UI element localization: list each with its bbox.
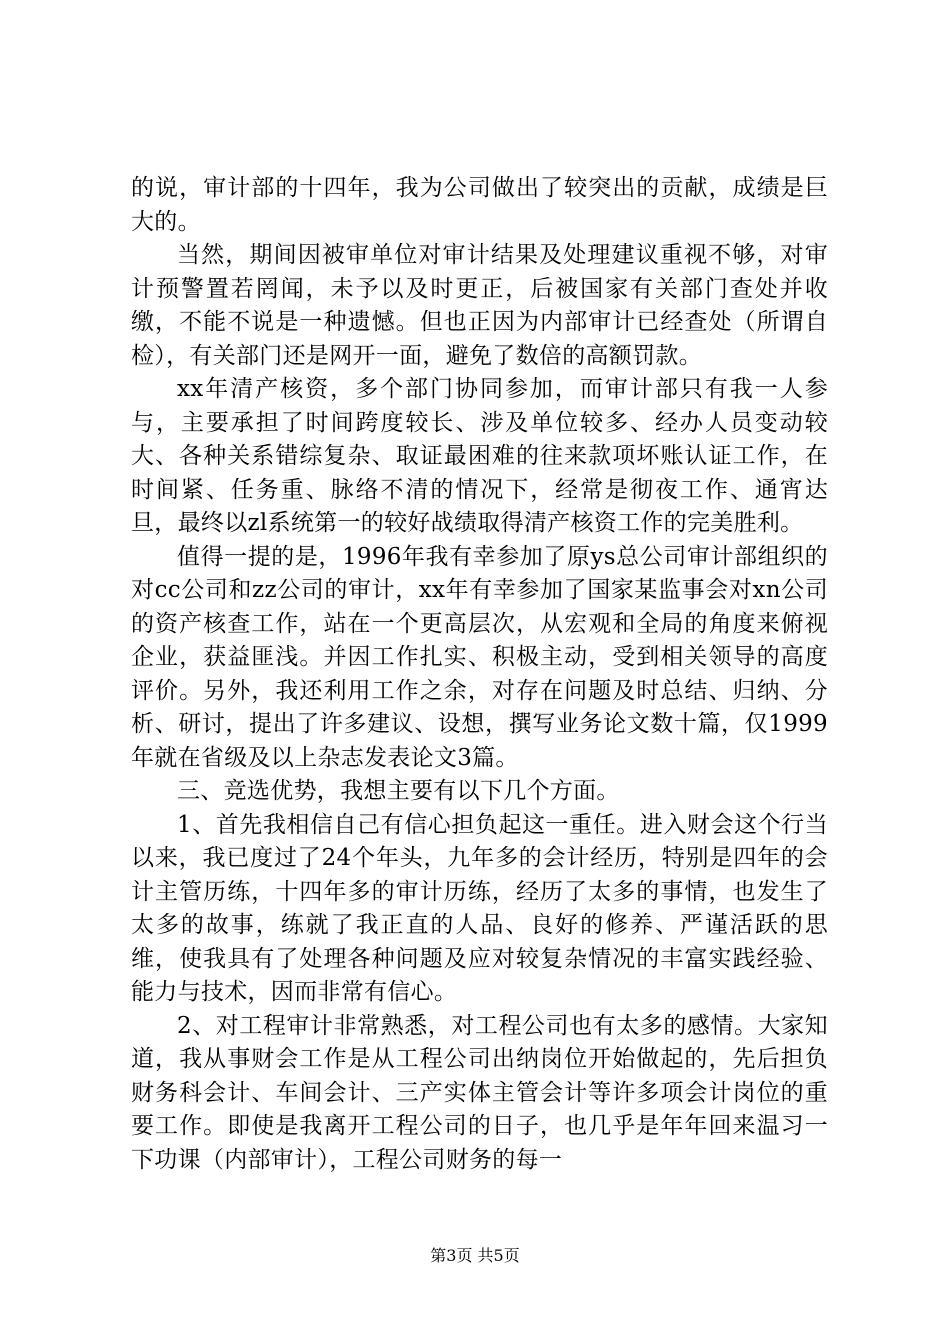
paragraph: 三、竞选优势，我想主要有以下几个方面。 xyxy=(177,778,620,804)
page-number-footer: 第3页 共5页 xyxy=(430,1246,520,1265)
paragraph: 的说，审计部的十四年，我为公司做出了较突出的贡献，成绩是巨大的。 xyxy=(131,175,828,235)
paragraph: 1、首先我相信自己有信心担负起这一重任。进入财会这个行当以来，我已度过了24个年头，九年多的会计经历，特别是四年的会计主管历练，十四年多的审计历练，经历了太多的事情，也发生了太多的故事，练就了我正直的人品、良好的修养、严谨活跃的思维，使我具有了处理各种问题及应对较复杂情况的丰富实践经验、能力与技术，因而非常有信心。 xyxy=(131,811,828,1005)
paragraph: 2、对工程审计非常熟悉，对工程公司也有太多的感情。大家知道，我从事财会工作是从工程公司出纳岗位开始做起的，先后担负财务科会计、车间会计、三产实体主管会计等许多项会计岗位的重要工作。即使是我离开工程公司的日子，也几乎是年年回来温习一下功课（内部审计），工程公司财务的每一 xyxy=(131,1012,828,1173)
body-text xyxy=(131,172,828,1177)
paragraph: xx年清产核资，多个部门协同参加，而审计部只有我一人参与，主要承担了时间跨度较长、涉及单位较多、经办人员变动较大、各种关系错综复杂、取证最困难的往来款项坏账认证工作，在时间紧、任务重、脉络不清的情况下，经常是彻夜工作、通宵达旦，最终以zl系统第一的较好战绩取得清产核资工作的完美胜利。 xyxy=(131,376,828,536)
paragraph: 当然，期间因被审单位对审计结果及处理建议重视不够，对审计预警置若罔闻，未予以及时更正，后被国家有关部门查处并收缴，不能不说是一种遗憾。但也正因为内部审计已经查处（所谓自检），有关部门还是网开一面，避免了数倍的高额罚款。 xyxy=(131,242,828,369)
paragraph: 值得一提的是，1996年我有幸参加了原ys总公司审计部组织的对cc公司和zz公司的审计，xx年有幸参加了国家某监事会对xn公司的资产核查工作，站在一个更高层次，从宏观和全局的角度来俯视企业，获益匪浅。并因工作扎实、积极主动，受到相关领导的高度评价。另外，我还利用工作之余，对存在问题及时总结、归纳、分析、研讨，提出了许多建议、设想，撰写业务论文数十篇，仅1999年就在省级及以上杂志发表论文3篇。 xyxy=(131,543,828,771)
